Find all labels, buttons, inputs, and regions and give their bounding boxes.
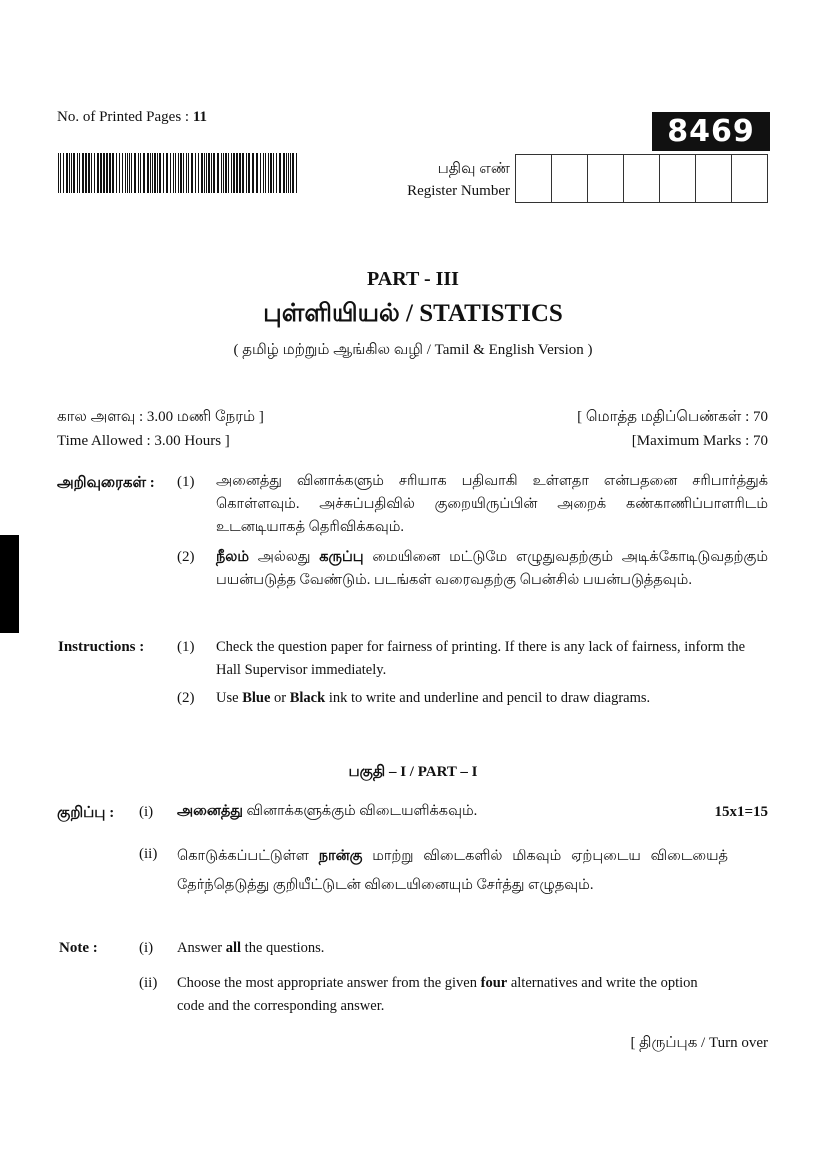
max-marks-english: [Maximum Marks : 70 [631, 433, 768, 449]
instruction-english-1: Check the question paper for fairness of printing. If there is any lack of fairness, inform the Hall Supervisor immediately. [216, 639, 746, 678]
note-tamil-2-rest: மாற்று விடைகளில் மிகவும் ஏற்புடைய விடையைத் தேர்ந்தெடுத்து குறியீட்டுடன் விடையினையும் சேர்த்து எழுதவும். [177, 848, 728, 893]
instruction-english-2-pre: Use [216, 690, 243, 706]
register-label-english: Register Number [407, 183, 510, 199]
register-digit-box[interactable] [624, 155, 660, 202]
instruction-tamil-1: அனைத்து வினாக்களும் சரியாக பதிவாகி உள்ளதா என்பதனை சரிபார்த்துக் கொள்ளவும். அச்சுப்பதிவில் குறையிருப்பின் அறைக் கண்காணிப்பாளரிடம் உடனடியாகத் தெரிவிக்கவும். [216, 473, 768, 535]
paper-code: 8469 [652, 112, 770, 151]
barcode-image [58, 153, 298, 193]
note-tamil-label: குறிப்பு : [57, 805, 115, 821]
register-digit-box[interactable] [516, 155, 552, 202]
note-tamil-2-bold: நான்கு [318, 848, 363, 864]
register-number-boxes[interactable] [515, 154, 768, 203]
part-title: PART - III [367, 268, 459, 290]
black-ink-tamil: கருப்பு [319, 549, 364, 565]
instruction-english-2-rest: ink to write and underline and pencil to draw diagrams. [325, 690, 651, 706]
note-tamil-1-number: (i) [139, 804, 154, 820]
note-english-1-bold: all [225, 940, 242, 956]
time-marks-english [57, 433, 768, 450]
printed-pages-value: 11 [192, 109, 208, 125]
register-digit-box[interactable] [552, 155, 588, 202]
register-number-label [380, 158, 510, 202]
register-digit-box[interactable] [588, 155, 624, 202]
note-tamil-1-rest: வினாக்களுக்கும் விடையளிக்கவும். [242, 803, 478, 819]
register-digit-box[interactable] [660, 155, 696, 202]
time-allowed-tamil: கால அளவு : 3.00 மணி நேரம் ] [57, 409, 264, 425]
instructions-tamil-label: அறிவுரைகள் : [57, 475, 155, 491]
subject-title: புள்ளியியல் / STATISTICS [263, 300, 563, 327]
note-tamil-2 [177, 842, 728, 900]
blue-ink-english: Blue [242, 690, 271, 706]
instructions-english-label: Instructions : [58, 639, 145, 655]
note-english-2-rest: alternatives and write the option code and the corresponding answer. [177, 975, 698, 1014]
note-tamil-1 [177, 800, 627, 823]
instruction-english-2-number: (2) [177, 690, 195, 706]
version-note: ( தமிழ் மற்றும் ஆங்கில வழி / Tamil & English Version ) [233, 342, 593, 358]
instruction-tamil-2-mid: அல்லது [249, 549, 320, 565]
note-english-2 [177, 972, 728, 1018]
note-tamil-2-pre: கொடுக்கப்பட்டுள்ள [177, 848, 319, 864]
side-marker-tab [0, 535, 19, 633]
instruction-tamil-2-number: (2) [177, 549, 195, 565]
turn-over-note: [ திருப்புக / Turn over [630, 1035, 768, 1051]
note-english-2-number: (ii) [139, 975, 158, 991]
printed-pages-count [57, 109, 207, 126]
time-allowed-english: Time Allowed : 3.00 Hours ] [57, 433, 230, 449]
instruction-english-1-number: (1) [177, 639, 195, 655]
instruction-tamil-2 [216, 546, 768, 592]
note-english-1-rest: the questions. [241, 940, 325, 956]
instruction-tamil-1-number: (1) [177, 474, 195, 490]
black-ink-english: Black [289, 690, 326, 706]
note-english-1-number: (i) [139, 940, 154, 956]
max-marks-tamil: [ மொத்த மதிப்பெண்கள் : 70 [577, 409, 768, 425]
printed-pages-label: No. of Printed Pages : [57, 109, 193, 125]
note-tamil-2-number: (ii) [139, 846, 158, 862]
note-english-1 [177, 937, 728, 960]
note-english-2-pre: Choose the most appropriate answer from the given [177, 975, 481, 991]
part-one-title: பகுதி – I / PART – I [348, 764, 478, 780]
part-one-marks: 15x1=15 [714, 804, 768, 820]
note-english-1-pre: Answer [177, 940, 226, 956]
note-english-2-bold: four [480, 975, 508, 991]
blue-ink-tamil: நீலம் [216, 549, 249, 565]
note-tamil-1-bold: அனைத்து [177, 803, 243, 819]
instruction-english-2-mid: or [270, 690, 290, 706]
instruction-tamil-2-rest: மையினை மட்டுமே எழுதுவதற்கும் அடிக்கோடிடுவதற்கும் பயன்படுத்த வேண்டும். படங்கள் வரைவதற்கு பென்சில் பயன்படுத்தவும். [216, 549, 768, 588]
note-english-label: Note : [59, 940, 98, 956]
instruction-english-2 [216, 687, 768, 710]
register-digit-box[interactable] [696, 155, 732, 202]
time-marks-tamil [57, 408, 768, 427]
register-digit-box[interactable] [732, 155, 767, 202]
register-label-tamil: பதிவு எண் [437, 161, 510, 177]
